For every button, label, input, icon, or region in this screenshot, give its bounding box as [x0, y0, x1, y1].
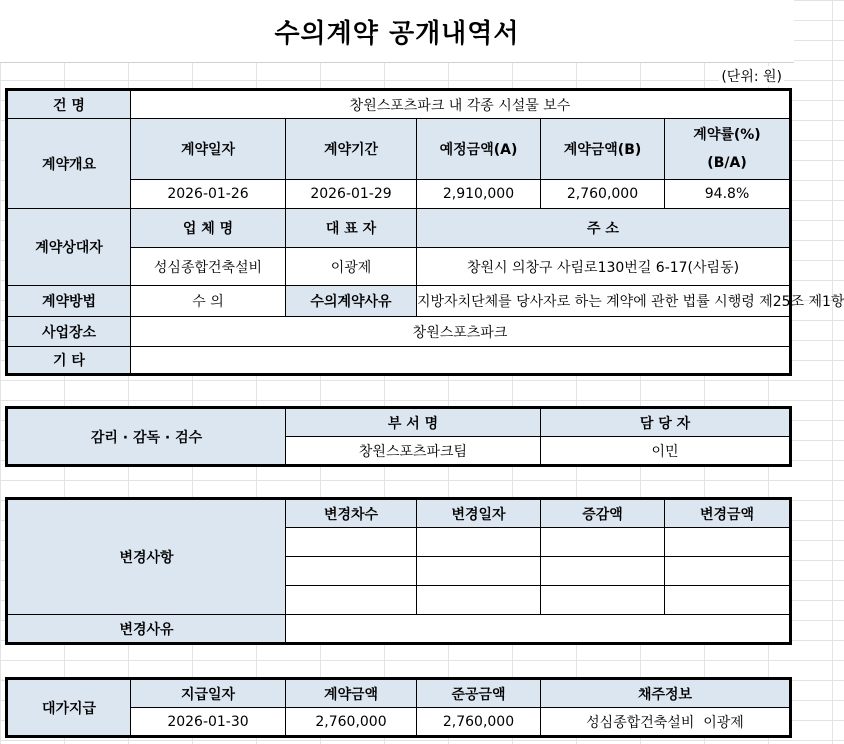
change-cell	[541, 528, 665, 557]
person-value: 이민	[541, 437, 791, 466]
payment-table	[5, 677, 792, 738]
creditor-header: 채주정보	[541, 679, 791, 708]
contract-amount: 2,760,000	[541, 180, 665, 209]
ratio-label	[665, 119, 791, 180]
name-value: 창원스포츠파크 내 각종 시설물 보수	[131, 90, 791, 119]
ceo-name: 이광제	[286, 248, 417, 286]
change-cell	[286, 586, 417, 615]
dept-value: 창원스포츠파크팀	[286, 437, 541, 466]
contract-method: 수 의	[131, 286, 286, 317]
contract-date: 2026-01-26	[131, 180, 286, 209]
pay-date: 2026-01-30	[131, 708, 286, 737]
etc-label: 기 타	[7, 347, 131, 375]
payment-label: 대가지급	[7, 679, 131, 737]
change-cell	[286, 557, 417, 586]
method-label: 계약방법	[7, 286, 131, 317]
changes-table	[5, 497, 792, 645]
change-cell	[541, 557, 665, 586]
change-round-header: 변경차수	[286, 499, 417, 528]
supervision-table	[5, 406, 792, 467]
change-cell	[665, 557, 791, 586]
overview-label: 계약개요	[7, 119, 131, 209]
change-reason-value	[286, 615, 791, 644]
contract-ratio: 94.8%	[665, 180, 791, 209]
supervision-label: 감리 · 감독 · 검수	[7, 408, 286, 466]
change-cell	[286, 528, 417, 557]
contract-date-label: 계약일자	[131, 119, 286, 180]
change-reason-label: 변경사유	[7, 615, 286, 644]
reason-label: 수의계약사유	[286, 286, 417, 317]
site-label: 사업장소	[7, 317, 131, 347]
address-label: 주 소	[417, 209, 791, 248]
estimate-label: 예정금액(A)	[417, 119, 541, 180]
company-name: 성심종합건축설비	[131, 248, 286, 286]
change-cell	[417, 586, 541, 615]
contract-period: 2026-01-29	[286, 180, 417, 209]
pay-complete-amount: 2,760,000	[417, 708, 541, 737]
title-bar	[0, 0, 794, 63]
pay-contract-header: 계약금액	[286, 679, 417, 708]
changes-label: 변경사항	[7, 499, 286, 615]
site-value: 창원스포츠파크	[131, 317, 791, 347]
party-label: 계약상대자	[7, 209, 131, 286]
estimate-amount: 2,910,000	[417, 180, 541, 209]
change-cell	[541, 586, 665, 615]
ratio-label-line1: 계약률(%)	[693, 127, 761, 143]
dept-label: 부 서 명	[286, 408, 541, 437]
unit-label: (단위: 원)	[719, 66, 784, 86]
change-cell	[665, 586, 791, 615]
company-label: 업 체 명	[131, 209, 286, 248]
pay-complete-header: 준공금액	[417, 679, 541, 708]
contract-table	[5, 88, 844, 376]
contract-reason: 지방자치단체를 당사자로 하는 계약에 관한 법률 시행령 제25조 제1항	[417, 286, 791, 317]
change-cell	[417, 557, 541, 586]
ratio-label-line2: (B/A)	[707, 155, 747, 171]
change-cell	[665, 528, 791, 557]
pay-contract-amount: 2,760,000	[286, 708, 417, 737]
change-cell	[417, 528, 541, 557]
creditor-info: 성심종합건축설비 이광제	[541, 708, 791, 737]
contract-period-label: 계약기간	[286, 119, 417, 180]
change-amount-header: 변경금액	[665, 499, 791, 528]
pay-date-header: 지급일자	[131, 679, 286, 708]
amount-label: 계약금액(B)	[541, 119, 665, 180]
ceo-label: 대 표 자	[286, 209, 417, 248]
change-diff-header: 증감액	[541, 499, 665, 528]
change-date-header: 변경일자	[417, 499, 541, 528]
page-title: 수의계약 공개내역서	[274, 18, 520, 49]
company-address: 창원시 의창구 사림로130번길 6-17(사림동)	[417, 248, 791, 286]
person-label: 담 당 자	[541, 408, 791, 437]
etc-value	[131, 347, 791, 375]
name-label: 건 명	[7, 90, 131, 119]
